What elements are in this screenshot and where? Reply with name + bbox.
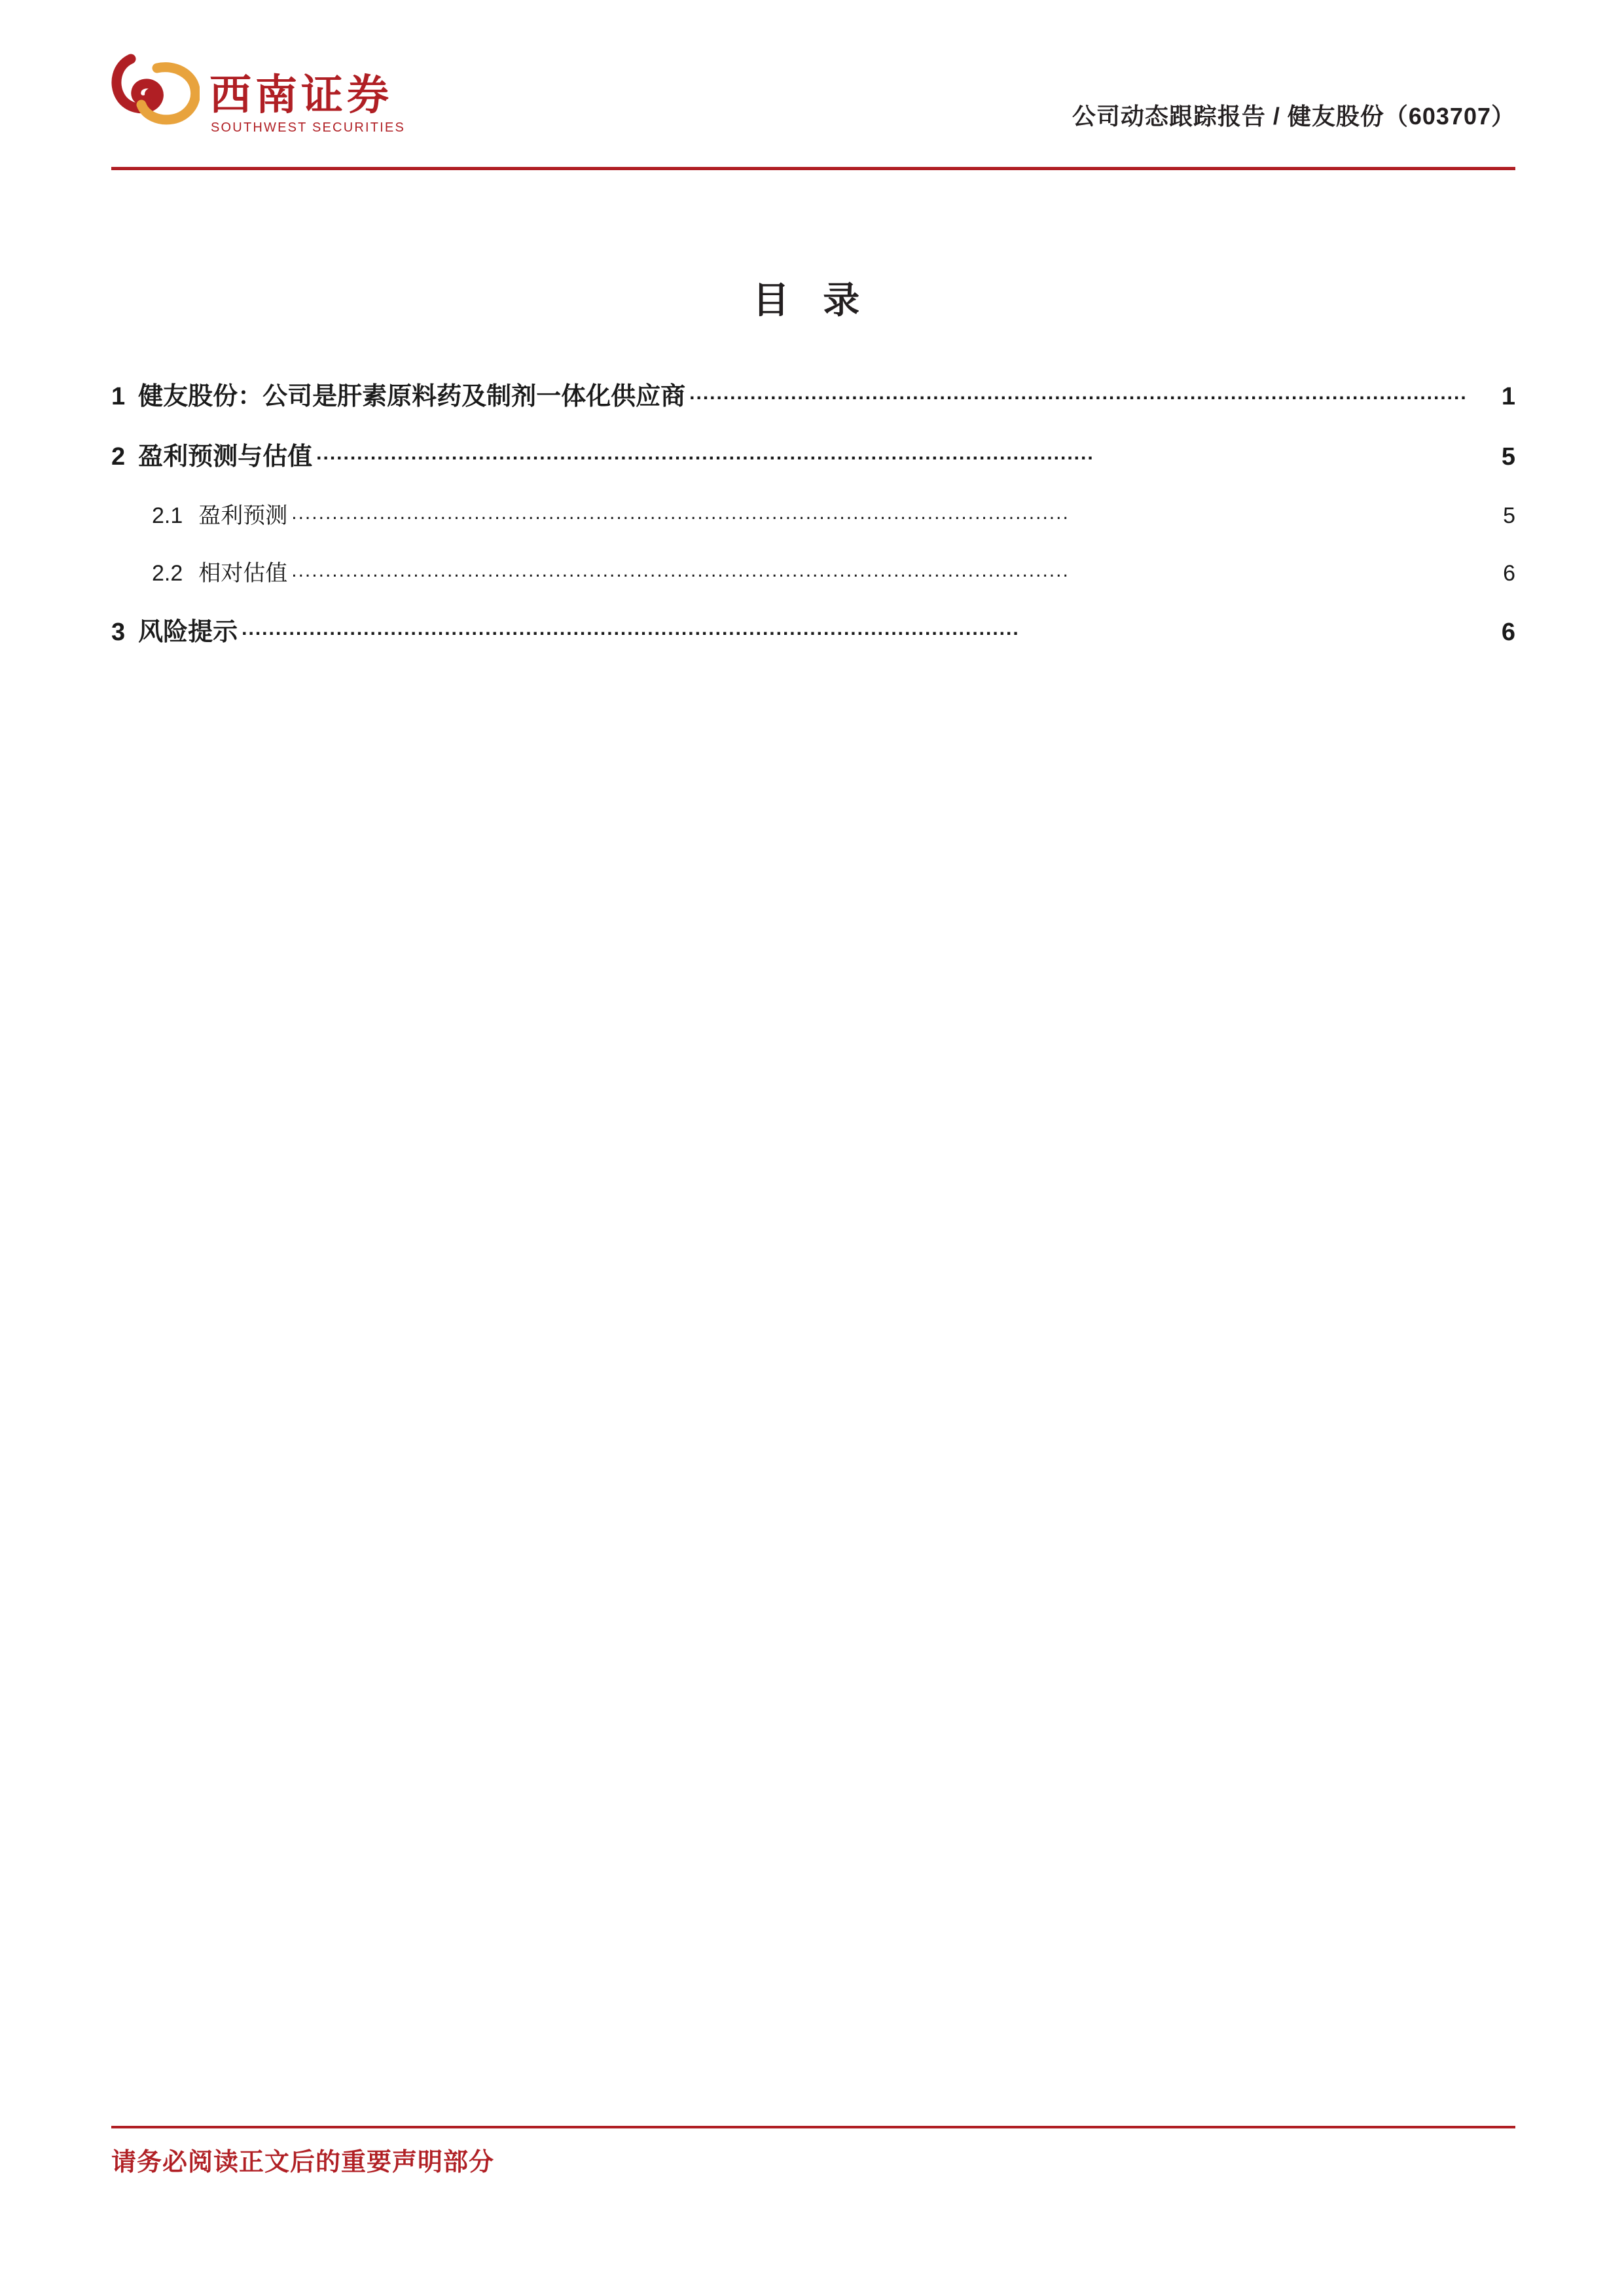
page-title: 目 录	[752, 279, 872, 321]
toc-leader-dots: ...................................................................................................................	[291, 560, 1070, 581]
toc-entry-label: 盈利预测与估值	[138, 443, 313, 471]
toc-entry-number: 3	[111, 619, 126, 646]
toc-entry-number: 1	[111, 383, 126, 410]
toc-entry-1[interactable]	[111, 367, 1515, 427]
toc-entry-page: 6	[1503, 561, 1515, 586]
toc-entry-number: 2	[111, 443, 126, 471]
toc-entry-label: 盈利预测	[198, 503, 288, 528]
header-report-title: 公司动态跟踪报告 / 健友股份（603707）	[1072, 103, 1515, 130]
toc-entry-2-2[interactable]	[111, 545, 1515, 602]
footer-divider	[111, 2126, 1515, 2128]
toc-entry-number: 2.2	[152, 561, 183, 586]
southwest-securities-logo-icon	[111, 54, 200, 142]
table-of-contents	[111, 367, 1515, 662]
toc-entry-2-1[interactable]	[111, 487, 1515, 545]
toc-entry-number: 2.1	[152, 503, 183, 528]
toc-entry-label: 健友股份：公司是肝素原料药及制剂一体化供应商	[138, 383, 686, 410]
toc-leader-dots: ...................................................................................................................	[689, 382, 1468, 404]
toc-leader-dots: ...................................................................................................................	[291, 502, 1070, 524]
toc-entry-label: 相对估值	[198, 561, 288, 586]
toc-leader-dots: ...................................................................................................................	[316, 442, 1094, 464]
header-divider	[111, 167, 1515, 170]
page-header	[111, 46, 1515, 170]
brand-name-cn: 西南证券	[209, 72, 393, 118]
toc-entry-page: 5	[1501, 443, 1515, 471]
brand-logo	[111, 52, 405, 164]
brand-name-en: SOUTHWEST SECURITIES	[211, 120, 405, 135]
toc-entry-page: 5	[1503, 503, 1515, 528]
toc-leader-dots: ...................................................................................................................	[242, 618, 1020, 639]
toc-entry-3[interactable]	[111, 602, 1515, 662]
toc-entry-2[interactable]	[111, 427, 1515, 487]
toc-entry-label: 风险提示	[138, 619, 238, 646]
footer-disclaimer: 请务必阅读正文后的重要声明部分	[111, 2149, 495, 2176]
toc-entry-page: 1	[1501, 383, 1515, 410]
toc-entry-page: 6	[1501, 619, 1515, 646]
